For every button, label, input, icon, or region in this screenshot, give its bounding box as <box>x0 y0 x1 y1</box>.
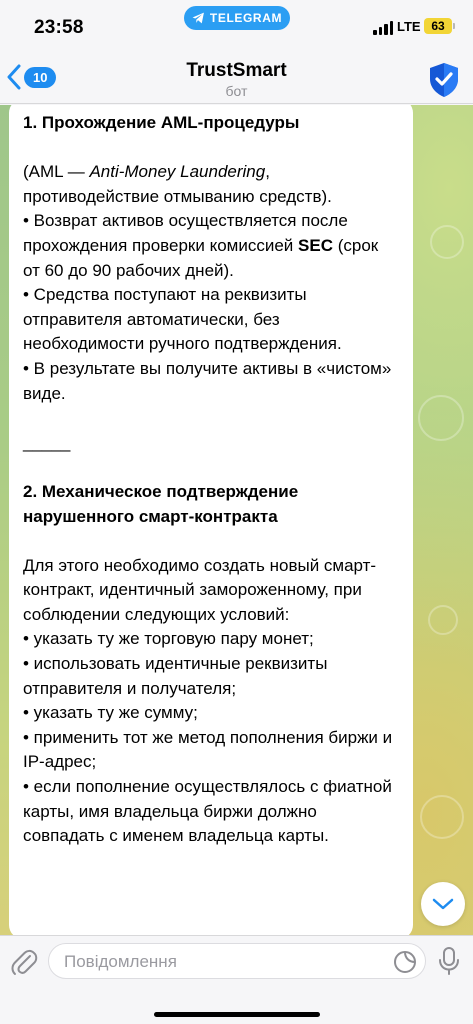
condition-2: • использовать идентичные реквизиты отправителя и получателя; <box>23 654 328 698</box>
sticker-icon <box>393 950 417 974</box>
unread-count-badge: 10 <box>24 67 56 88</box>
section-1-title: 1. Прохождение AML-процедуры <box>23 113 300 132</box>
chevron-down-icon <box>432 897 454 911</box>
shield-icon <box>424 60 464 100</box>
separator: _____ <box>23 432 71 452</box>
message-bubble[interactable] <box>9 105 413 935</box>
section-2-title: 2. Механическое подтверждение нарушенного смарт-контракта <box>23 481 299 526</box>
section-2-intro: Для этого необходимо создать новый смарт-контракт, идентичный замороженному, при соблюдении следующих условий: <box>23 555 377 624</box>
message-input-bar <box>0 935 473 1024</box>
bullet-1: • Возврат активов осуществляется после прохождения проверки комиссией SEC (срок от 60 до 90 рабочих дней). <box>23 211 379 280</box>
condition-5: • если пополнение осуществлялось с фиатной карты, имя владельца биржи должно совпадать с именем владельца карты. <box>23 777 392 846</box>
attach-button[interactable] <box>10 947 38 982</box>
signal-icon <box>373 21 393 35</box>
chat-title[interactable]: TrustSmart <box>186 60 287 81</box>
message-text <box>23 111 399 849</box>
home-indicator <box>154 1012 320 1017</box>
bot-avatar[interactable] <box>424 60 464 100</box>
status-time: 23:58 <box>34 17 84 38</box>
condition-4: • применить тот же метод пополнения биржи и IP-адрес; <box>23 727 393 772</box>
status-bar <box>0 0 473 52</box>
network-type: LTE <box>397 19 421 34</box>
bullet-3: • В результате вы получите активы в «чистом» виде. <box>23 358 392 403</box>
condition-3: • указать ту же сумму; <box>23 703 198 723</box>
chat-header <box>0 52 473 104</box>
sticker-button[interactable] <box>393 950 417 979</box>
chat-subtitle: бот <box>225 83 248 99</box>
aml-term: Anti-Money Laundering <box>89 162 266 182</box>
sec-term: SEC <box>298 235 333 255</box>
condition-1: • указать ту же торговую пару монет; <box>23 629 314 649</box>
scroll-to-bottom-button[interactable] <box>421 882 465 926</box>
aml-definition: (AML — Anti-Money Laundering, противодействие отмыванию средств). <box>23 162 332 206</box>
bullet-2: • Средства поступают на реквизиты отправителя автоматически, без необходимости ручного подтверждения. <box>23 285 342 354</box>
telegram-icon <box>192 12 205 24</box>
message-input[interactable]: Повідомлення <box>48 943 426 979</box>
voice-message-button[interactable] <box>438 946 460 981</box>
battery-indicator: 63 <box>424 18 452 34</box>
return-to-telegram-pill[interactable] <box>184 6 290 30</box>
microphone-icon <box>438 946 460 976</box>
chat-background <box>0 105 473 935</box>
paperclip-icon <box>10 947 38 977</box>
return-pill-label: TELEGRAM <box>209 11 283 25</box>
